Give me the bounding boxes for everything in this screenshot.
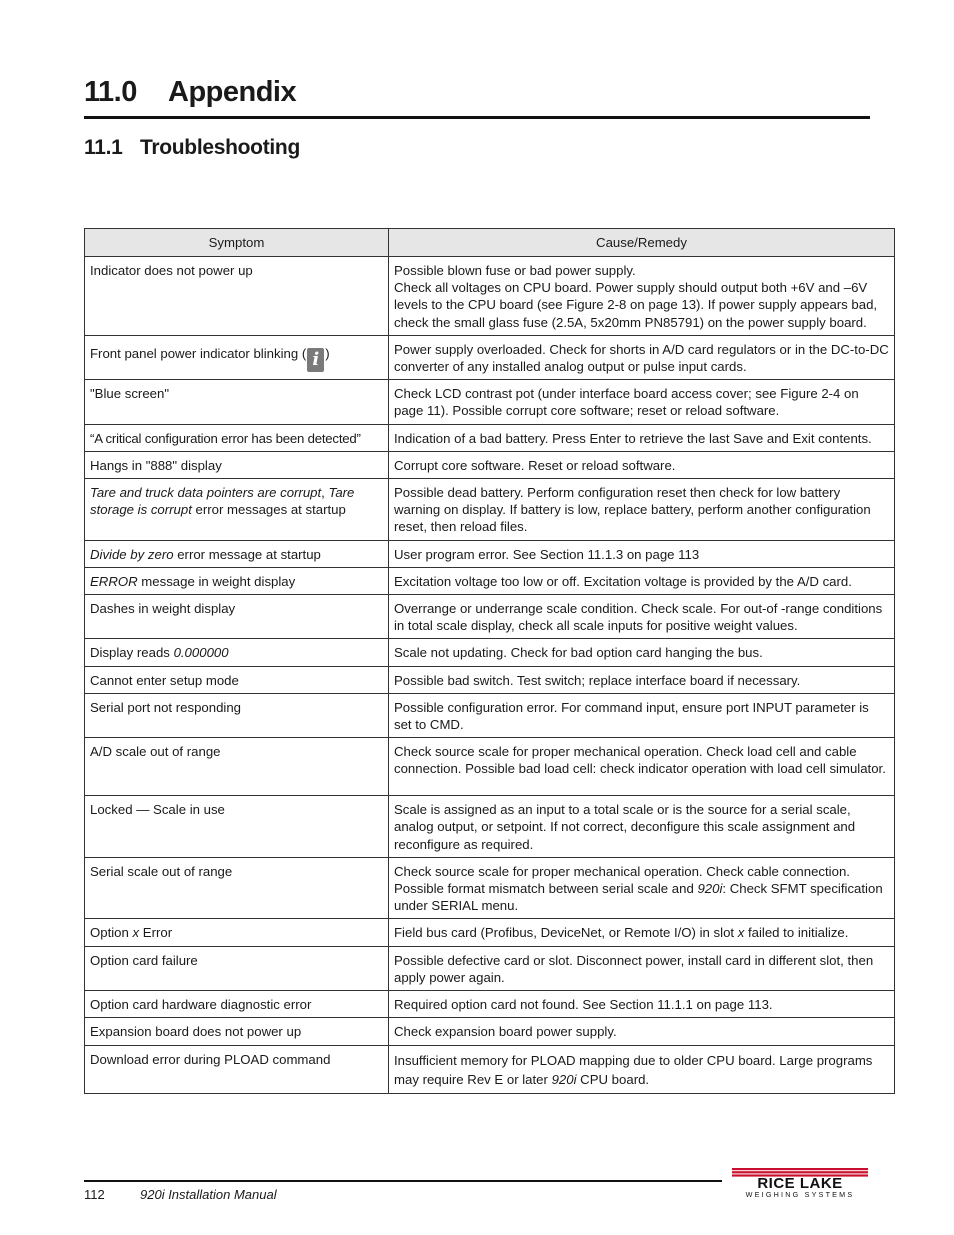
symptom-italic: Tare storage is corrupt [90,485,355,518]
symptom-cell: Download error during PLOAD command [85,1045,389,1093]
remedy-cell: Required option card not found. See Section 11.1.1 on page 113. [389,991,895,1018]
symptom-cell [85,479,389,541]
symptom-text-end: ) [325,345,330,361]
remedy-cell: Overrange or underrange scale condition. Check scale. For out-of -range conditions in total scale display, check all scale inputs for positive weight values. [389,595,895,639]
symptom-cell: Serial port not responding [85,693,389,737]
symptom-cell: Option card hardware diagnostic error [85,991,389,1018]
symptom-cell: "Blue screen" [85,380,389,424]
symptom-text: message in weight display [137,573,296,589]
table-row [85,796,895,858]
table-row [85,380,895,424]
remedy-text: CPU board. [576,1071,650,1087]
remedy-cell: Check expansion board power supply. [389,1018,895,1045]
remedy-cell [389,1045,895,1093]
symptom-cell [85,567,389,594]
table-row [85,666,895,693]
remedy-text: Check source scale for proper mechanical operation. Check cable connection. Possible format mismatch between serial scale and [394,863,850,897]
table-header-row [85,229,895,257]
remedy-cell: Possible defective card or slot. Disconnect power, install card in different slot, then apply power again. [389,946,895,990]
symptom-cell: A/D scale out of range [85,738,389,796]
symptom-text: , [321,485,329,501]
table-row [85,693,895,737]
remedy-text: Possible blown fuse or bad power supply. Check all voltages on CPU board. Power supply should output both +6V and –6V levels to the CPU board (see Figure 2-8 on page 13). If power supply appears bad, check the small glass fuse (2.5A, 5x20mm PN85791) on the power supply board. [394,263,878,330]
symptom-cell: Option card failure [85,946,389,990]
table-row [85,639,895,666]
remedy-italic: 920i [697,881,723,897]
page-number: 112 [84,1187,105,1202]
symptom-cell: Expansion board does not power up [85,1018,389,1045]
remedy-cell: Possible configuration error. For command input, ensure port INPUT parameter is set to CMD. [389,693,895,737]
table-row [85,991,895,1018]
logo-stripe [732,1168,868,1170]
remedy-cell: Indication of a bad battery. Press Enter to retrieve the last Save and Exit contents. [389,424,895,451]
symptom-cell: Serial scale out of range [85,857,389,919]
symptom-cell [85,335,389,379]
remedy-text: : Check SFMT specification under SERIAL menu. [394,881,883,914]
remedy-cell [389,919,895,946]
remedy-cell: Check LCD contrast pot (under interface board access cover; see Figure 2-4 on page 11). Possible corrupt core software; reset or reload software. [389,380,895,424]
remedy-text: Field bus card (Profibus, DeviceNet, or Remote I/O) in slot [394,925,738,941]
table-row [85,919,895,946]
info-icon: i [307,348,324,372]
remedy-header: Cause/Remedy [389,229,895,257]
manual-title: 920i Installation Manual [140,1187,277,1202]
section-heading [84,74,870,119]
table-row [85,567,895,594]
table-row [85,595,895,639]
symptom-text: error messages at startup [191,502,346,518]
symptom-italic: x [132,925,140,941]
remedy-text: failed to initialize. [744,925,849,941]
remedy-cell: Scale is assigned as an input to a total scale or is the source for a serial scale, analog output, or setpoint. If not correct, deconfigure this scale assignment and reconfigure as required. [389,796,895,858]
remedy-cell: Corrupt core software. Reset or reload software. [389,451,895,478]
remedy-cell: Possible bad switch. Test switch; replace interface board if necessary. [389,666,895,693]
symptom-cell: Locked — Scale in use [85,796,389,858]
symptom-header: Symptom [85,229,389,257]
symptom-text: Front panel power indicator blinking ( [90,345,307,361]
logo-tagline: WEIGHING SYSTEMS [745,1190,855,1198]
table-row [85,1018,895,1045]
table-row [85,946,895,990]
remedy-cell: User program error. See Section 11.1.3 on page 113 [389,540,895,567]
table-row [85,1045,895,1093]
symptom-italic: Divide by zero [90,546,174,562]
remedy-cell [389,857,895,919]
troubleshooting-table [84,228,895,1094]
logo-stripe [732,1171,868,1173]
symptom-cell: Dashes in weight display [85,595,389,639]
subsection-number: 11.1 [84,136,123,159]
logo-wordmark: RICE LAKE [757,1175,843,1192]
symptom-cell [85,919,389,946]
remedy-cell [389,257,895,336]
remedy-cell: Power supply overloaded. Check for shorts in A/D card regulators or in the DC-to-DC converter of any installed analog output or pulse input cards. [389,335,895,379]
table-row [85,479,895,541]
symptom-cell: Indicator does not power up [85,257,389,336]
symptom-text: Error [139,925,173,941]
remedy-cell: Check source scale for proper mechanical operation. Check load cell and cable connection. Possible bad load cell: check indicator operation with load cell simulator. [389,738,895,796]
subsection-title: Troubleshooting [140,136,300,159]
symptom-cell: Cannot enter setup mode [85,666,389,693]
symptom-text: Display reads [90,645,174,661]
symptom-text: error message at startup [173,546,321,562]
remedy-italic: x [737,925,745,941]
rice-lake-logo [730,1166,870,1198]
footer-rule [84,1180,722,1182]
table-row [85,857,895,919]
table-row [85,738,895,796]
section-number: 11.0 [84,76,137,108]
symptom-cell [85,639,389,666]
remedy-text: Insufficient memory for PLOAD mapping due to older CPU board. Large programs may require Rev E or later [394,1052,873,1087]
symptom-cell: Hangs in "888" display [85,451,389,478]
table-row [85,451,895,478]
section-title: Appendix [168,76,297,108]
symptom-italic: Tare and truck data pointers are corrupt [90,485,322,501]
remedy-italic: 920i [551,1071,577,1087]
remedy-cell: Possible dead battery. Perform configuration reset then check for low battery warning on display. If battery is low, replace battery, perform another configuration reset, then reload files. [389,479,895,541]
table-row [85,335,895,379]
remedy-cell: Scale not updating. Check for bad option card hanging the bus. [389,639,895,666]
symptom-cell [85,540,389,567]
symptom-italic: 0.000000 [173,645,229,661]
symptom-cell: “A critical configuration error has been detected” [85,424,389,451]
remedy-cell: Excitation voltage too low or off. Excitation voltage is provided by the A/D card. [389,567,895,594]
table-row [85,540,895,567]
symptom-text: Option [90,925,133,941]
symptom-italic: ERROR [90,573,138,589]
table-row [85,424,895,451]
table-row [85,257,895,336]
